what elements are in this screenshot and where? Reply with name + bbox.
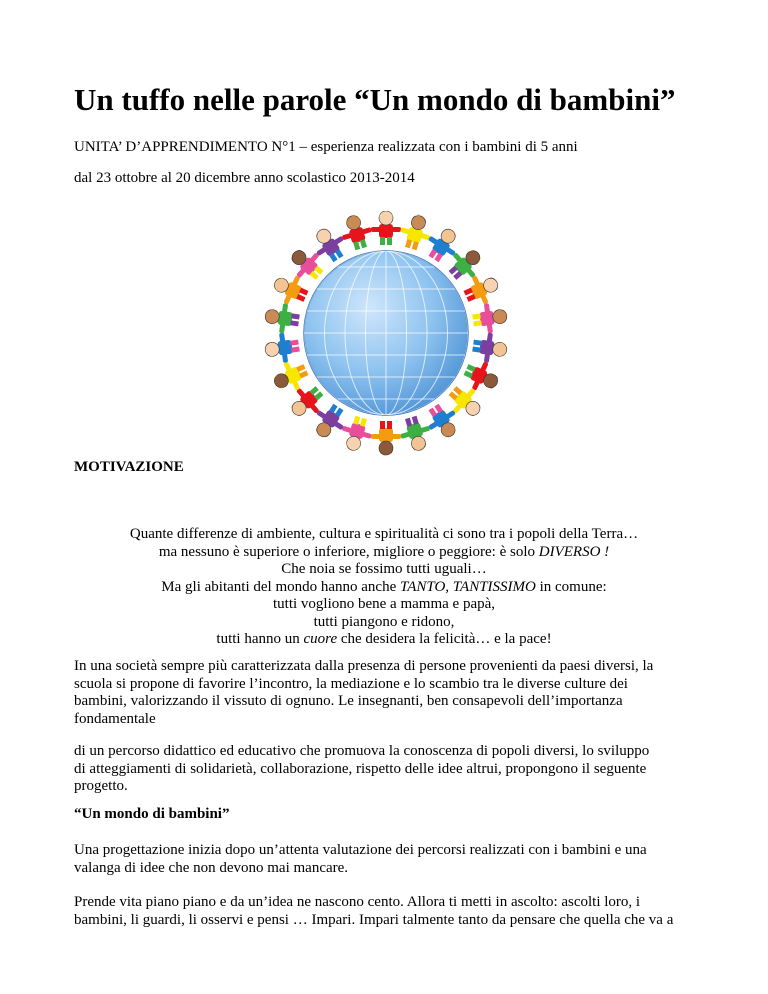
paragraph-planning: Una progettazione inizia dopo un’attenta valutazione dei percorsi realizzati con i bambini e una valanga di idee che non devono mai mancare. bbox=[74, 842, 647, 876]
paragraph-path: di un percorso didattico ed educativo che promuova la conoscenza di popoli diversi, lo sviluppo di atteggiamenti di solidarietà, collaborazione, rispetto delle idee altrui, propongono il seguente progetto. bbox=[74, 743, 650, 794]
poem-block bbox=[74, 526, 694, 649]
paragraph-idea: Prende vita piano piano e da un’idea ne nascono cento. Allora ti metti in ascolto: ascolti loro, i bambini, li guardi, li osservi e pensi … Impari. Impari talmente tanto da pensare che quella che va a bbox=[74, 894, 674, 928]
section-heading-motivazione: MOTIVAZIONE bbox=[74, 459, 184, 475]
poem-line: ma nessuno è superiore o inferiore, migliore o peggiore: è solo DIVERSO ! bbox=[158, 543, 610, 560]
poem-line: Ma gli abitanti del mondo hanno anche TANTO, TANTISSIMO in comune: bbox=[161, 578, 607, 595]
poem-line: tutti vogliono bene a mamma e papà, bbox=[272, 596, 496, 612]
project-heading: “Un mondo di bambini” bbox=[74, 806, 230, 822]
children-around-globe-icon bbox=[261, 211, 511, 459]
dates-line: dal 23 ottobre al 20 dicembre anno scolastico 2013-2014 bbox=[74, 170, 415, 186]
unit-subtitle: UNITA’ D’APPRENDIMENTO N°1 – esperienza realizzata con i bambini di 5 anni bbox=[74, 139, 578, 155]
document-title: Un tuffo nelle parole “Un mondo di bambini” bbox=[74, 82, 676, 117]
poem-line: Quante differenze di ambiente, cultura e spiritualità ci sono tra i popoli della Terra… bbox=[129, 526, 639, 542]
poem-line: Che noia se fossimo tutti uguali… bbox=[281, 561, 487, 577]
paragraph-society: In una società sempre più caratterizzata dalla presenza di persone provenienti da paesi diversi, la scuola si propone di favorire l’incontro, la mediazione e lo scambio tra le diverse culture dei bambini, valorizzando il vissuto di ognuno. Le insegnanti, ben consapevoli dell’importanza fondamentale bbox=[74, 658, 654, 727]
poem-line: tutti hanno un cuore che desidera la felicità… e la pace! bbox=[216, 631, 552, 647]
poem-line: tutti piangono e ridono, bbox=[313, 613, 455, 630]
